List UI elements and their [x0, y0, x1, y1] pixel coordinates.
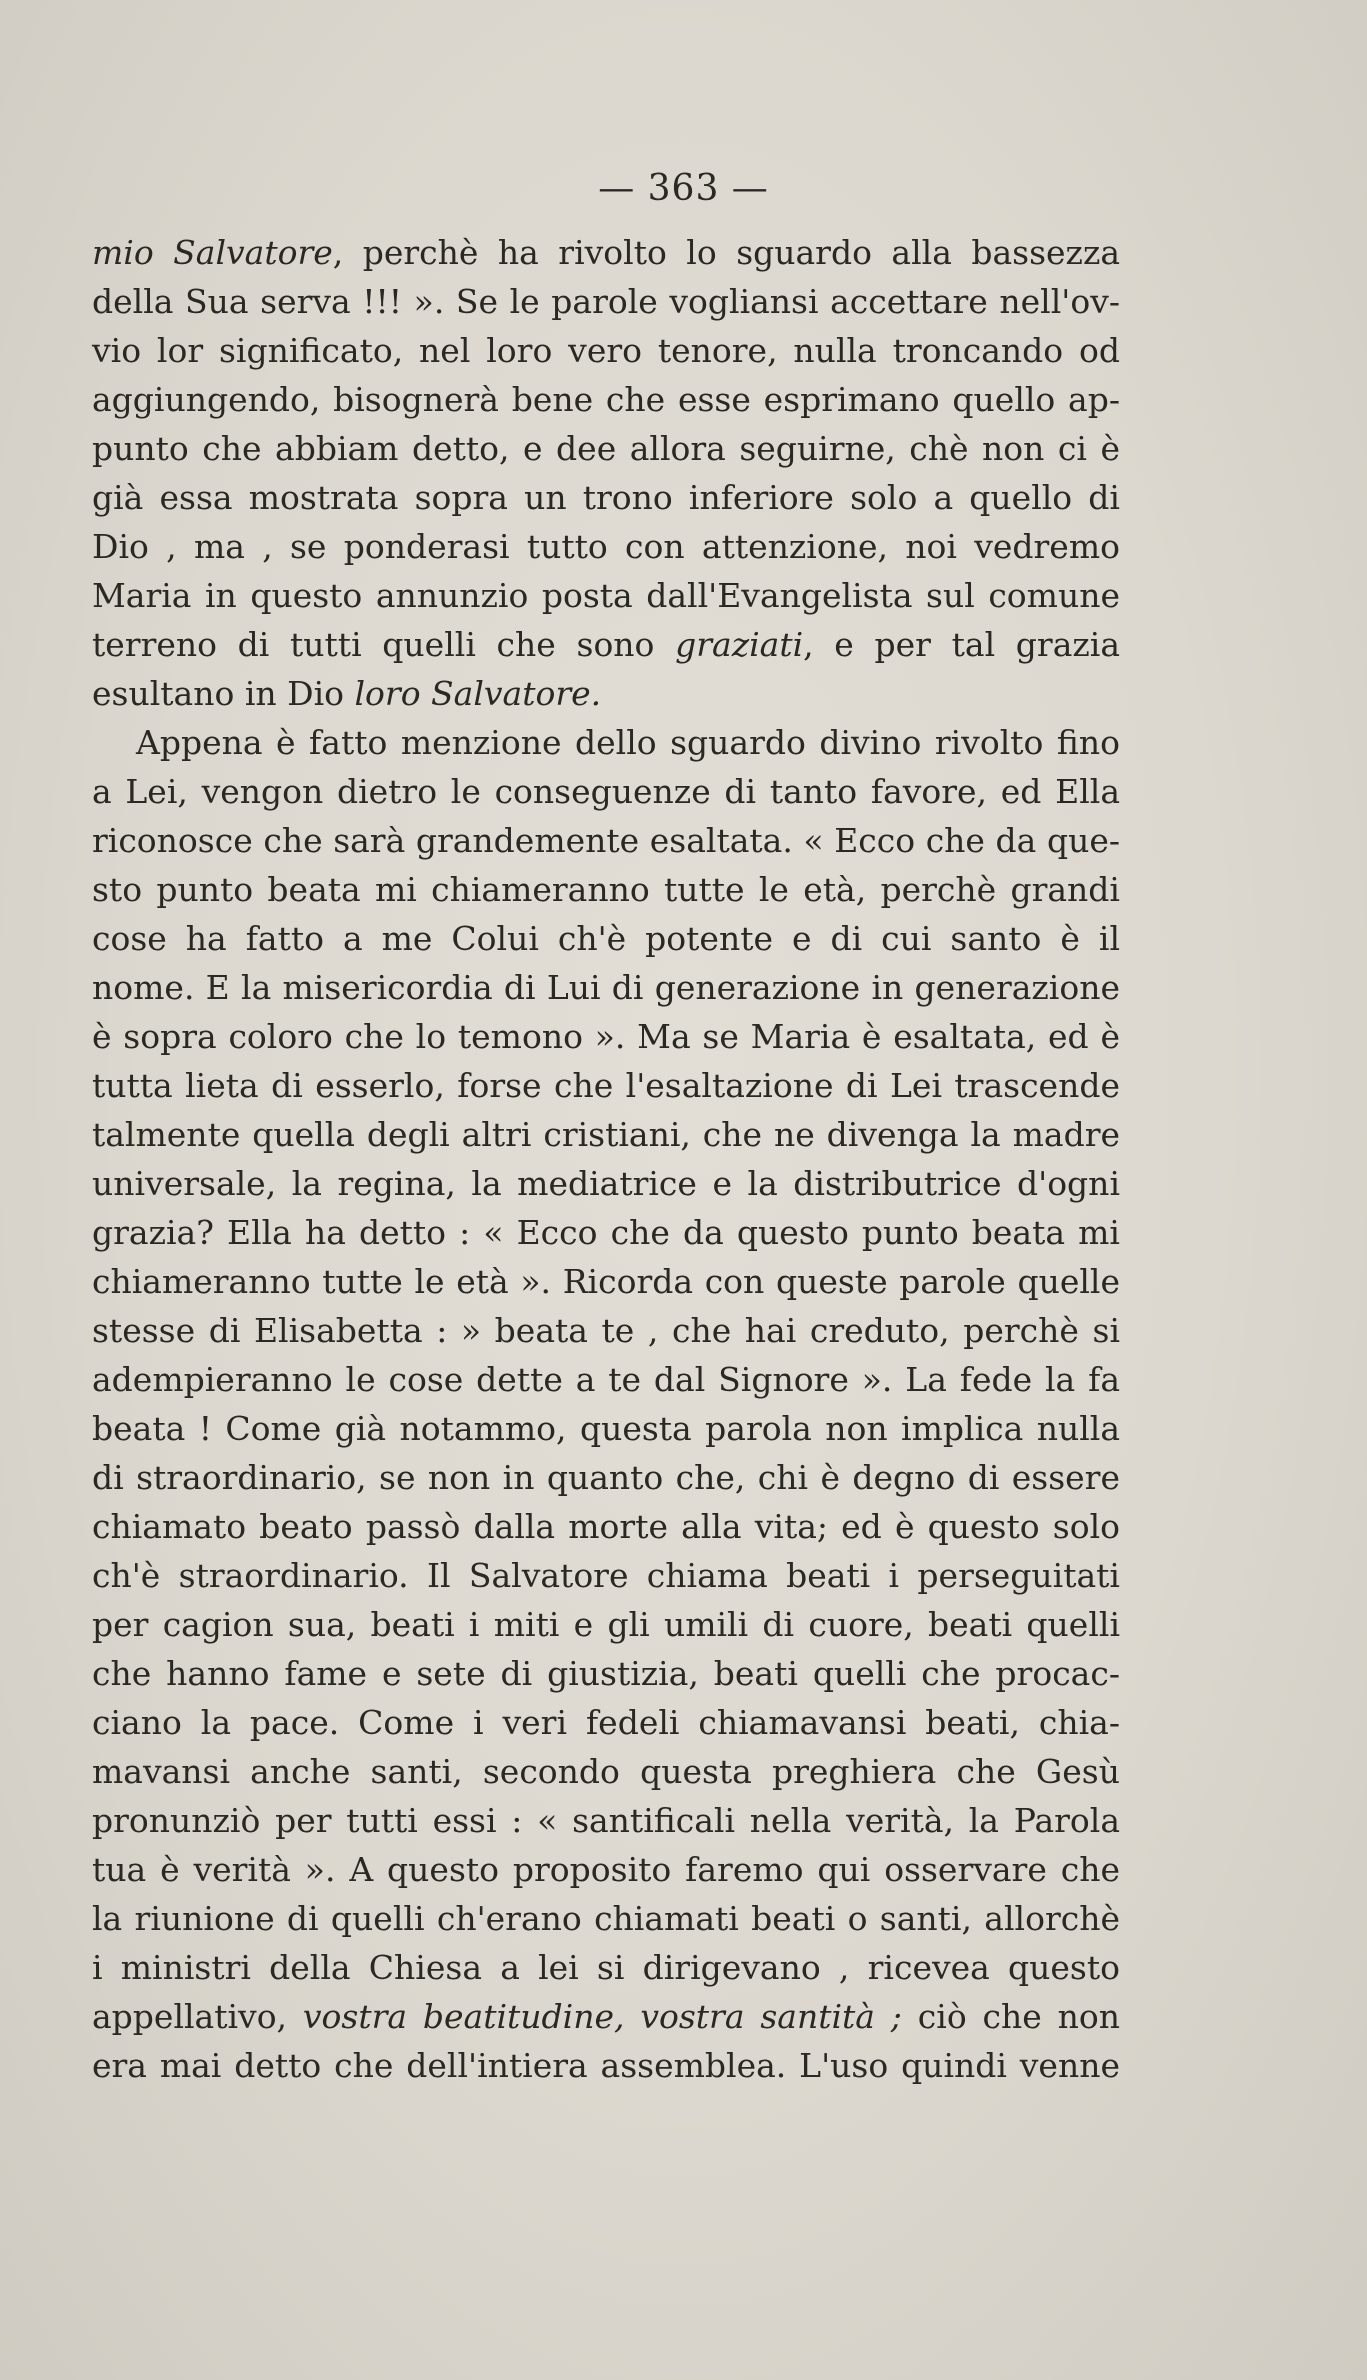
text-line	[92, 620, 1120, 669]
text-segment: ciano la pace. Come i veri fedeli chiamavansi beati, chia-	[92, 1703, 1120, 1742]
text-segment: la riunione di quelli ch'erano chiamati beati o santi, allorchè	[92, 1899, 1120, 1938]
text-segment: aggiungendo, bisognerà bene che esse esprimano quello ap-	[92, 380, 1120, 419]
text-segment: di straordinario, se non in quanto che, chi è degno di essere	[92, 1458, 1120, 1497]
text-line	[92, 571, 1120, 620]
text-line	[92, 1747, 1120, 1796]
text-segment: è sopra coloro che lo temono ». Ma se Maria è esaltata, ed è	[92, 1017, 1120, 1056]
text-line	[92, 1698, 1120, 1747]
text-segment: talmente quella degli altri cristiani, che ne divenga la madre	[92, 1115, 1120, 1154]
text-segment: beata ! Come già notammo, questa parola non implica nulla	[92, 1409, 1120, 1448]
text-segment: terreno di tutti quelli che sono	[92, 625, 676, 664]
text-segment: vio lor significato, nel loro vero tenore, nulla troncando od	[92, 331, 1120, 370]
text-segment: già essa mostrata sopra un trono inferiore solo a quello di	[92, 478, 1120, 517]
text-line	[92, 816, 1120, 865]
italic-text: vostra beatitudine, vostra santità ;	[302, 1997, 902, 2036]
text-segment: nome. E la misericordia di Lui di generazione in generazione	[92, 968, 1120, 1007]
text-line	[92, 718, 1120, 767]
text-line	[92, 326, 1120, 375]
text-line	[92, 1061, 1120, 1110]
text-segment: per cagion sua, beati i miti e gli umili di cuore, beati quelli	[92, 1605, 1120, 1644]
text-line	[92, 1551, 1120, 1600]
text-line	[92, 375, 1120, 424]
text-segment: , perchè ha rivolto lo sguardo alla bassezza	[332, 233, 1120, 272]
text-line	[92, 1208, 1120, 1257]
text-line	[92, 2041, 1120, 2090]
text-segment: tua è verità ». A questo proposito faremo qui osservare che	[92, 1850, 1120, 1889]
text-segment: , e per tal grazia	[803, 625, 1120, 664]
text-line	[92, 473, 1120, 522]
text-line	[92, 1306, 1120, 1355]
text-segment: sto punto beata mi chiameranno tutte le età, perchè grandi	[92, 870, 1120, 909]
text-segment: adempieranno le cose dette a te dal Signore ». La fede la fa	[92, 1360, 1120, 1399]
text-segment: esultano in Dio	[92, 674, 355, 713]
italic-text: mio Salvatore	[92, 233, 333, 272]
text-line	[92, 228, 1120, 277]
text-line	[92, 865, 1120, 914]
text-segment: grazia? Ella ha detto : « Ecco che da questo punto beata mi	[92, 1213, 1120, 1252]
text-segment: i ministri della Chiesa a lei si dirigevano , ricevea questo	[92, 1948, 1120, 1987]
text-segment: pronunziò per tutti essi : « santificali nella verità, la Parola	[92, 1801, 1120, 1840]
text-line	[92, 1453, 1120, 1502]
text-segment: universale, la regina, la mediatrice e la distributrice d'ogni	[92, 1164, 1120, 1203]
text-line	[92, 1796, 1120, 1845]
text-line	[92, 522, 1120, 571]
text-segment: a Lei, vengon dietro le conseguenze di tanto favore, ed Ella	[92, 772, 1120, 811]
text-line	[92, 1159, 1120, 1208]
text-segment: Dio , ma , se ponderasi tutto con attenzione, noi vedremo	[92, 527, 1120, 566]
text-segment: era mai detto che dell'intiera assemblea. L'uso quindi venne	[92, 2046, 1120, 2085]
text-segment: ciò che non	[901, 1997, 1121, 2036]
italic-text: loro Salvatore.	[354, 674, 602, 713]
text-segment: mavansi anche santi, secondo questa preghiera che Gesù	[92, 1752, 1120, 1791]
text-segment: della Sua serva !!! ». Se le parole vogliansi accettare nell'ov-	[92, 282, 1120, 321]
text-line	[92, 1502, 1120, 1551]
body-text	[92, 228, 1120, 2090]
text-segment: che hanno fame e sete di giustizia, beati quelli che procac-	[92, 1654, 1120, 1693]
text-line	[92, 1992, 1120, 2041]
text-line	[92, 1012, 1120, 1061]
text-segment: ch'è straordinario. Il Salvatore chiama beati i perseguitati	[92, 1556, 1120, 1595]
italic-text: graziati	[675, 625, 804, 664]
text-line	[92, 1404, 1120, 1453]
text-line	[92, 424, 1120, 473]
text-segment: punto che abbiam detto, e dee allora seguirne, chè non ci è	[92, 429, 1120, 468]
text-line	[92, 1110, 1120, 1159]
text-line	[92, 1894, 1120, 1943]
text-segment: appellativo,	[92, 1997, 303, 2036]
text-segment: tutta lieta di esserlo, forse che l'esaltazione di Lei trascende	[92, 1066, 1120, 1105]
text-segment: cose ha fatto a me Colui ch'è potente e di cui santo è il	[92, 919, 1120, 958]
text-segment: Appena è fatto menzione dello sguardo divino rivolto fino	[136, 723, 1120, 762]
text-segment: chiamato beato passò dalla morte alla vita; ed è questo solo	[92, 1507, 1120, 1546]
text-line	[92, 767, 1120, 816]
text-line	[92, 669, 1120, 718]
text-segment: Maria in questo annunzio posta dall'Evangelista sul comune	[92, 576, 1120, 615]
text-segment: chiameranno tutte le età ». Ricorda con queste parole quelle	[92, 1262, 1120, 1301]
text-line	[92, 277, 1120, 326]
text-line	[92, 1845, 1120, 1894]
text-line	[92, 1600, 1120, 1649]
text-line	[92, 1943, 1120, 1992]
text-line	[92, 1355, 1120, 1404]
page-number: — 363 —	[598, 168, 769, 209]
text-line	[92, 1257, 1120, 1306]
text-line	[92, 963, 1120, 1012]
text-line	[92, 1649, 1120, 1698]
text-segment: stesse di Elisabetta : » beata te , che hai creduto, perchè si	[92, 1311, 1120, 1350]
text-line	[92, 914, 1120, 963]
text-segment: riconosce che sarà grandemente esaltata. « Ecco che da que-	[92, 821, 1120, 860]
